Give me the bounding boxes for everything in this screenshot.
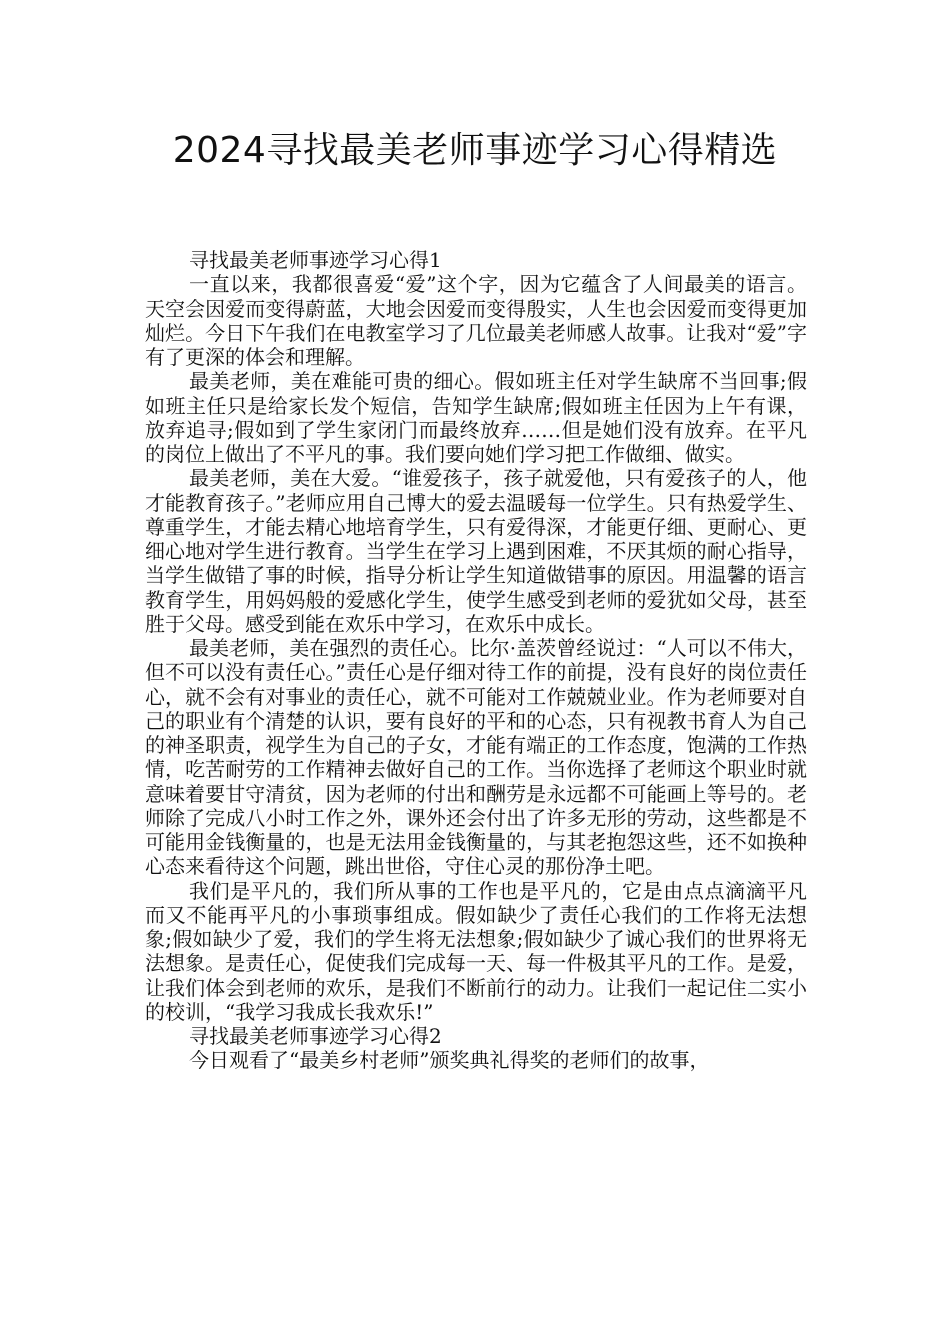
body-paragraph: 最美老师，美在难能可贵的细心。假如班主任对学生缺席不当回事;假如班主任只是给家长发个短信，告知学生缺席;假如班主任因为上午有课，放弃追寻;假如到了学生家闭门而最终放弃……但是她们没有放弃。在平凡的岗位上做出了不平凡的事。我们要向她们学习把工作做细、做实。 [145, 369, 807, 466]
document-title: 2024寻找最美老师事迹学习心得精选 [172, 130, 778, 171]
body-paragraph: 今日观看了“最美乡村老师”颁奖典礼得奖的老师们的故事， [189, 1048, 710, 1073]
body-paragraph: 最美老师，美在大爱。“谁爱孩子，孩子就爱他，只有爱孩子的人，他才能教育孩子。”老师应用自己博大的爱去温暖每一位学生。只有热爱学生、尊重学生，才能去精心地培育学生，只有爱得深，才能更仔细、更耐心、更细心地对学生进行教育。当学生在学习上遇到困难，不厌其烦的耐心指导，当学生做错了事的时候，指导分析让学生知道做错事的原因。用温馨的语言教育学生，用妈妈般的爱感化学生，使学生感受到老师的爱犹如父母，甚至胜于父母。感受到能在欢乐中学习，在欢乐中成长。 [145, 466, 807, 636]
document-body [145, 248, 807, 1073]
section-heading: 寻找最美老师事迹学习心得2 [189, 1024, 442, 1048]
body-paragraph: 我们是平凡的，我们所从事的工作也是平凡的，它是由点点滴滴平凡而又不能再平凡的小事琐事组成。假如缺少了责任心我们的工作将无法想象;假如缺少了爱，我们的学生将无法想象;假如缺少了诚心我们的世界将无法想象。是责任心，促使我们完成每一天、每一件极其平凡的工作。是爱，让我们体会到老师的欢乐，是我们不断前行的动力。让我们一起记住二实小的校训，“我学习我成长我欢乐!” [145, 878, 807, 1024]
body-paragraph: 一直以来，我都很喜爱“爱”这个字，因为它蕴含了人间最美的语言。天空会因爱而变得蔚蓝，大地会因爱而变得殷实，人生也会因爱而变得更加灿烂。今日下午我们在电教室学习了几位最美老师感人故事。让我对“爱”字有了更深的体会和理解。 [145, 272, 807, 369]
section-heading: 寻找最美老师事迹学习心得1 [189, 248, 442, 272]
body-paragraph: 最美老师，美在强烈的责任心。比尔·盖茨曾经说过：“人可以不伟大，但不可以没有责任心。”责任心是仔细对待工作的前提，没有良好的岗位责任心，就不会有对事业的责任心，就不可能对工作兢兢业业。作为老师要对自己的职业有个清楚的认识，要有良好的平和的心态，只有视教书育人为自己的神圣职责，视学生为自己的子女，才能有端正的工作态度，饱满的工作热情，吃苦耐劳的工作精神去做好自己的工作。当你选择了老师这个职业时就意味着要甘守清贫，因为老师的付出和酬劳是永远都不可能画上等号的。老师除了完成八小时工作之外，课外还会付出了许多无形的劳动，这些都是不可能用金钱衡量的，也是无法用金钱衡量的，与其老抱怨这些，还不如换种心态来看待这个问题，跳出世俗，守住心灵的那份净土吧。 [145, 636, 807, 879]
